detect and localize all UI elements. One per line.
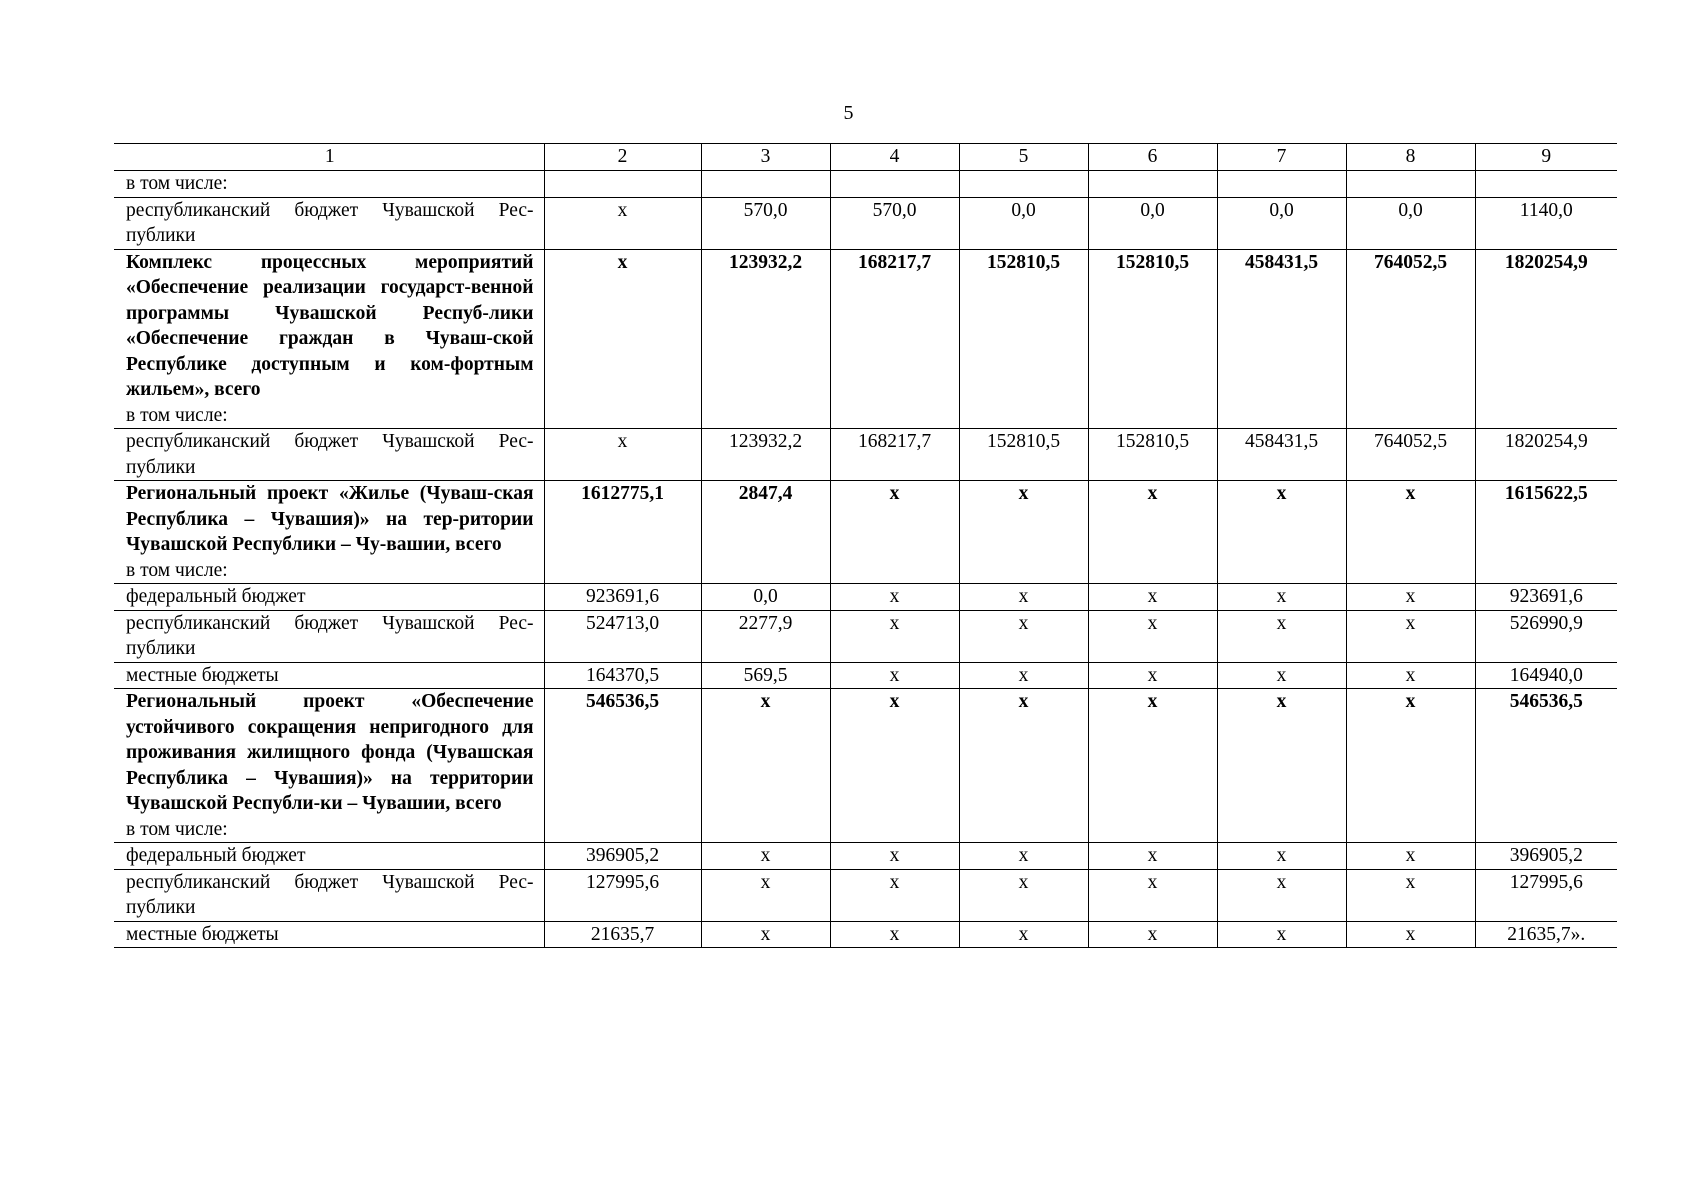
page-number: 5 [843, 102, 854, 124]
value-cell: x [959, 610, 1088, 662]
value-cell: x [830, 662, 959, 689]
row-label: федеральный бюджет [126, 845, 306, 866]
value-cell: 168217,7 [830, 429, 959, 481]
value-cell: 21635,7 [544, 921, 701, 948]
value-cell: 526990,9 [1475, 610, 1617, 662]
table-row [114, 429, 1617, 481]
row-sublabel: в том числе: [126, 818, 228, 840]
table-body [114, 144, 1617, 948]
row-label-cell [114, 249, 544, 429]
value-cell: 396905,2 [544, 843, 701, 870]
value-cell: x [1088, 662, 1217, 689]
value-cell: 127995,6 [1475, 869, 1617, 921]
column-header: 7 [1217, 144, 1346, 171]
row-label: республиканский бюджет Чувашской Рес-публики [126, 431, 534, 478]
value-cell: x [959, 662, 1088, 689]
value-cell [1088, 171, 1217, 198]
value-cell [830, 171, 959, 198]
row-label-cell [114, 689, 544, 843]
column-header: 1 [114, 144, 544, 171]
value-cell: x [1346, 584, 1475, 611]
value-cell: x [1217, 921, 1346, 948]
row-label-cell [114, 171, 544, 198]
value-cell: x [1088, 689, 1217, 843]
value-cell: x [1346, 843, 1475, 870]
header-row [114, 144, 1617, 171]
section-row [114, 249, 1617, 429]
row-sublabel: в том числе: [126, 559, 228, 581]
value-cell: 764052,5 [1346, 429, 1475, 481]
row-label: федеральный бюджет [126, 586, 306, 607]
value-cell: 164940,0 [1475, 662, 1617, 689]
value-cell: x [959, 869, 1088, 921]
value-cell: 1140,0 [1475, 197, 1617, 249]
budget-table [114, 143, 1617, 948]
value-cell [959, 171, 1088, 198]
value-cell: x [1217, 610, 1346, 662]
value-cell: x [701, 921, 830, 948]
value-cell: x [959, 843, 1088, 870]
section-row [114, 689, 1617, 843]
value-cell: x [959, 921, 1088, 948]
row-label-cell [114, 843, 544, 870]
column-header: 6 [1088, 144, 1217, 171]
value-cell: 923691,6 [1475, 584, 1617, 611]
row-label-cell [114, 869, 544, 921]
column-header: 2 [544, 144, 701, 171]
value-cell [1475, 171, 1617, 198]
value-cell: x [1217, 869, 1346, 921]
column-header: 4 [830, 144, 959, 171]
row-label-cell [114, 197, 544, 249]
row-sublabel: в том числе: [126, 173, 228, 194]
row-label: республиканский бюджет Чувашской Рес-публики [126, 871, 534, 918]
value-cell: x [959, 689, 1088, 843]
value-cell: 152810,5 [959, 249, 1088, 429]
row-label-cell [114, 921, 544, 948]
row-label-cell [114, 481, 544, 584]
value-cell: x [1217, 662, 1346, 689]
value-cell: x [701, 689, 830, 843]
table-row [114, 584, 1617, 611]
value-cell: x [830, 689, 959, 843]
row-label: местные бюджеты [126, 923, 279, 945]
value-cell [1346, 171, 1475, 198]
row-label: республиканский бюджет Чувашской Рес-публики [126, 199, 534, 246]
section-row [114, 481, 1617, 584]
value-cell: 1612775,1 [544, 481, 701, 584]
value-cell: 0,0 [701, 584, 830, 611]
row-label: Региональный проект «Жилье (Чуваш-ская Республика – Чувашия)» на тер-ритории Чувашской Республики – Чу-вашии, всего [126, 483, 534, 555]
value-cell: 570,0 [701, 197, 830, 249]
row-label: Региональный проект «Обеспечение устойчивого сокращения непригодного для проживания жилищного фонда (Чувашская Республика – Чувашия)» на территории Чувашской Республи-ки – Чувашии, всего [126, 691, 534, 814]
value-cell: 764052,5 [1346, 249, 1475, 429]
value-cell: 923691,6 [544, 584, 701, 611]
value-cell: x [830, 584, 959, 611]
value-cell: x [1217, 481, 1346, 584]
table-row [114, 197, 1617, 249]
value-cell: x [1346, 689, 1475, 843]
value-cell: x [1217, 843, 1346, 870]
value-cell: x [1346, 869, 1475, 921]
value-cell: 546536,5 [1475, 689, 1617, 843]
value-cell: 123932,2 [701, 249, 830, 429]
value-cell: 546536,5 [544, 689, 701, 843]
value-cell: x [830, 843, 959, 870]
table-row [114, 662, 1617, 689]
value-cell: x [701, 869, 830, 921]
value-cell: x [959, 481, 1088, 584]
value-cell: x [830, 869, 959, 921]
value-cell: x [1217, 584, 1346, 611]
value-cell: 127995,6 [544, 869, 701, 921]
row-label-cell [114, 584, 544, 611]
table-row [114, 869, 1617, 921]
value-cell [701, 171, 830, 198]
value-cell: 1820254,9 [1475, 249, 1617, 429]
row-label: местные бюджеты [126, 664, 279, 686]
value-cell: 168217,7 [830, 249, 959, 429]
value-cell: 0,0 [1217, 197, 1346, 249]
value-cell: 164370,5 [544, 662, 701, 689]
value-cell: 396905,2 [1475, 843, 1617, 870]
row-sublabel: в том числе: [126, 404, 228, 426]
value-cell: 0,0 [1088, 197, 1217, 249]
value-cell: 152810,5 [959, 429, 1088, 481]
column-header: 9 [1475, 144, 1617, 171]
value-cell: 1820254,9 [1475, 429, 1617, 481]
value-cell: x [1346, 481, 1475, 584]
value-cell: x [830, 610, 959, 662]
value-cell: 524713,0 [544, 610, 701, 662]
value-cell: 1615622,5 [1475, 481, 1617, 584]
table-row [114, 610, 1617, 662]
value-cell: x [544, 249, 701, 429]
value-cell: 123932,2 [701, 429, 830, 481]
value-cell: x [1217, 689, 1346, 843]
value-cell: x [1346, 610, 1475, 662]
value-cell: 2847,4 [701, 481, 830, 584]
value-cell: 458431,5 [1217, 249, 1346, 429]
column-header: 8 [1346, 144, 1475, 171]
value-cell: 458431,5 [1217, 429, 1346, 481]
row-label: Комплекс процессных мероприятий «Обеспечение реализации государст-венной программы Чувашской Респуб-лики «Обеспечение граждан в Чуваш-ской Республике доступным и ком-фортным жильем», всего [126, 251, 534, 400]
value-cell: x [544, 197, 701, 249]
value-cell: 570,0 [830, 197, 959, 249]
value-cell: x [1088, 921, 1217, 948]
value-cell: x [830, 921, 959, 948]
table-row [114, 921, 1617, 948]
value-cell: 152810,5 [1088, 249, 1217, 429]
value-cell: 569,5 [701, 662, 830, 689]
row-label-cell [114, 429, 544, 481]
value-cell: x [1088, 610, 1217, 662]
value-cell [1217, 171, 1346, 198]
value-cell: x [959, 584, 1088, 611]
value-cell: x [1088, 481, 1217, 584]
value-cell: x [830, 481, 959, 584]
value-cell: x [544, 429, 701, 481]
value-cell: x [1088, 843, 1217, 870]
value-cell: x [1346, 921, 1475, 948]
section-row [114, 171, 1617, 198]
value-cell: 0,0 [1346, 197, 1475, 249]
value-cell: 21635,7». [1475, 921, 1617, 948]
value-cell: 152810,5 [1088, 429, 1217, 481]
value-cell: 2277,9 [701, 610, 830, 662]
column-header: 3 [701, 144, 830, 171]
table-row [114, 843, 1617, 870]
value-cell: x [1346, 662, 1475, 689]
row-label-cell [114, 662, 544, 689]
value-cell: x [701, 843, 830, 870]
value-cell: 0,0 [959, 197, 1088, 249]
value-cell: x [1088, 584, 1217, 611]
row-label-cell [114, 610, 544, 662]
value-cell [544, 171, 701, 198]
column-header: 5 [959, 144, 1088, 171]
value-cell: x [1088, 869, 1217, 921]
row-label: республиканский бюджет Чувашской Рес-публики [126, 612, 534, 659]
